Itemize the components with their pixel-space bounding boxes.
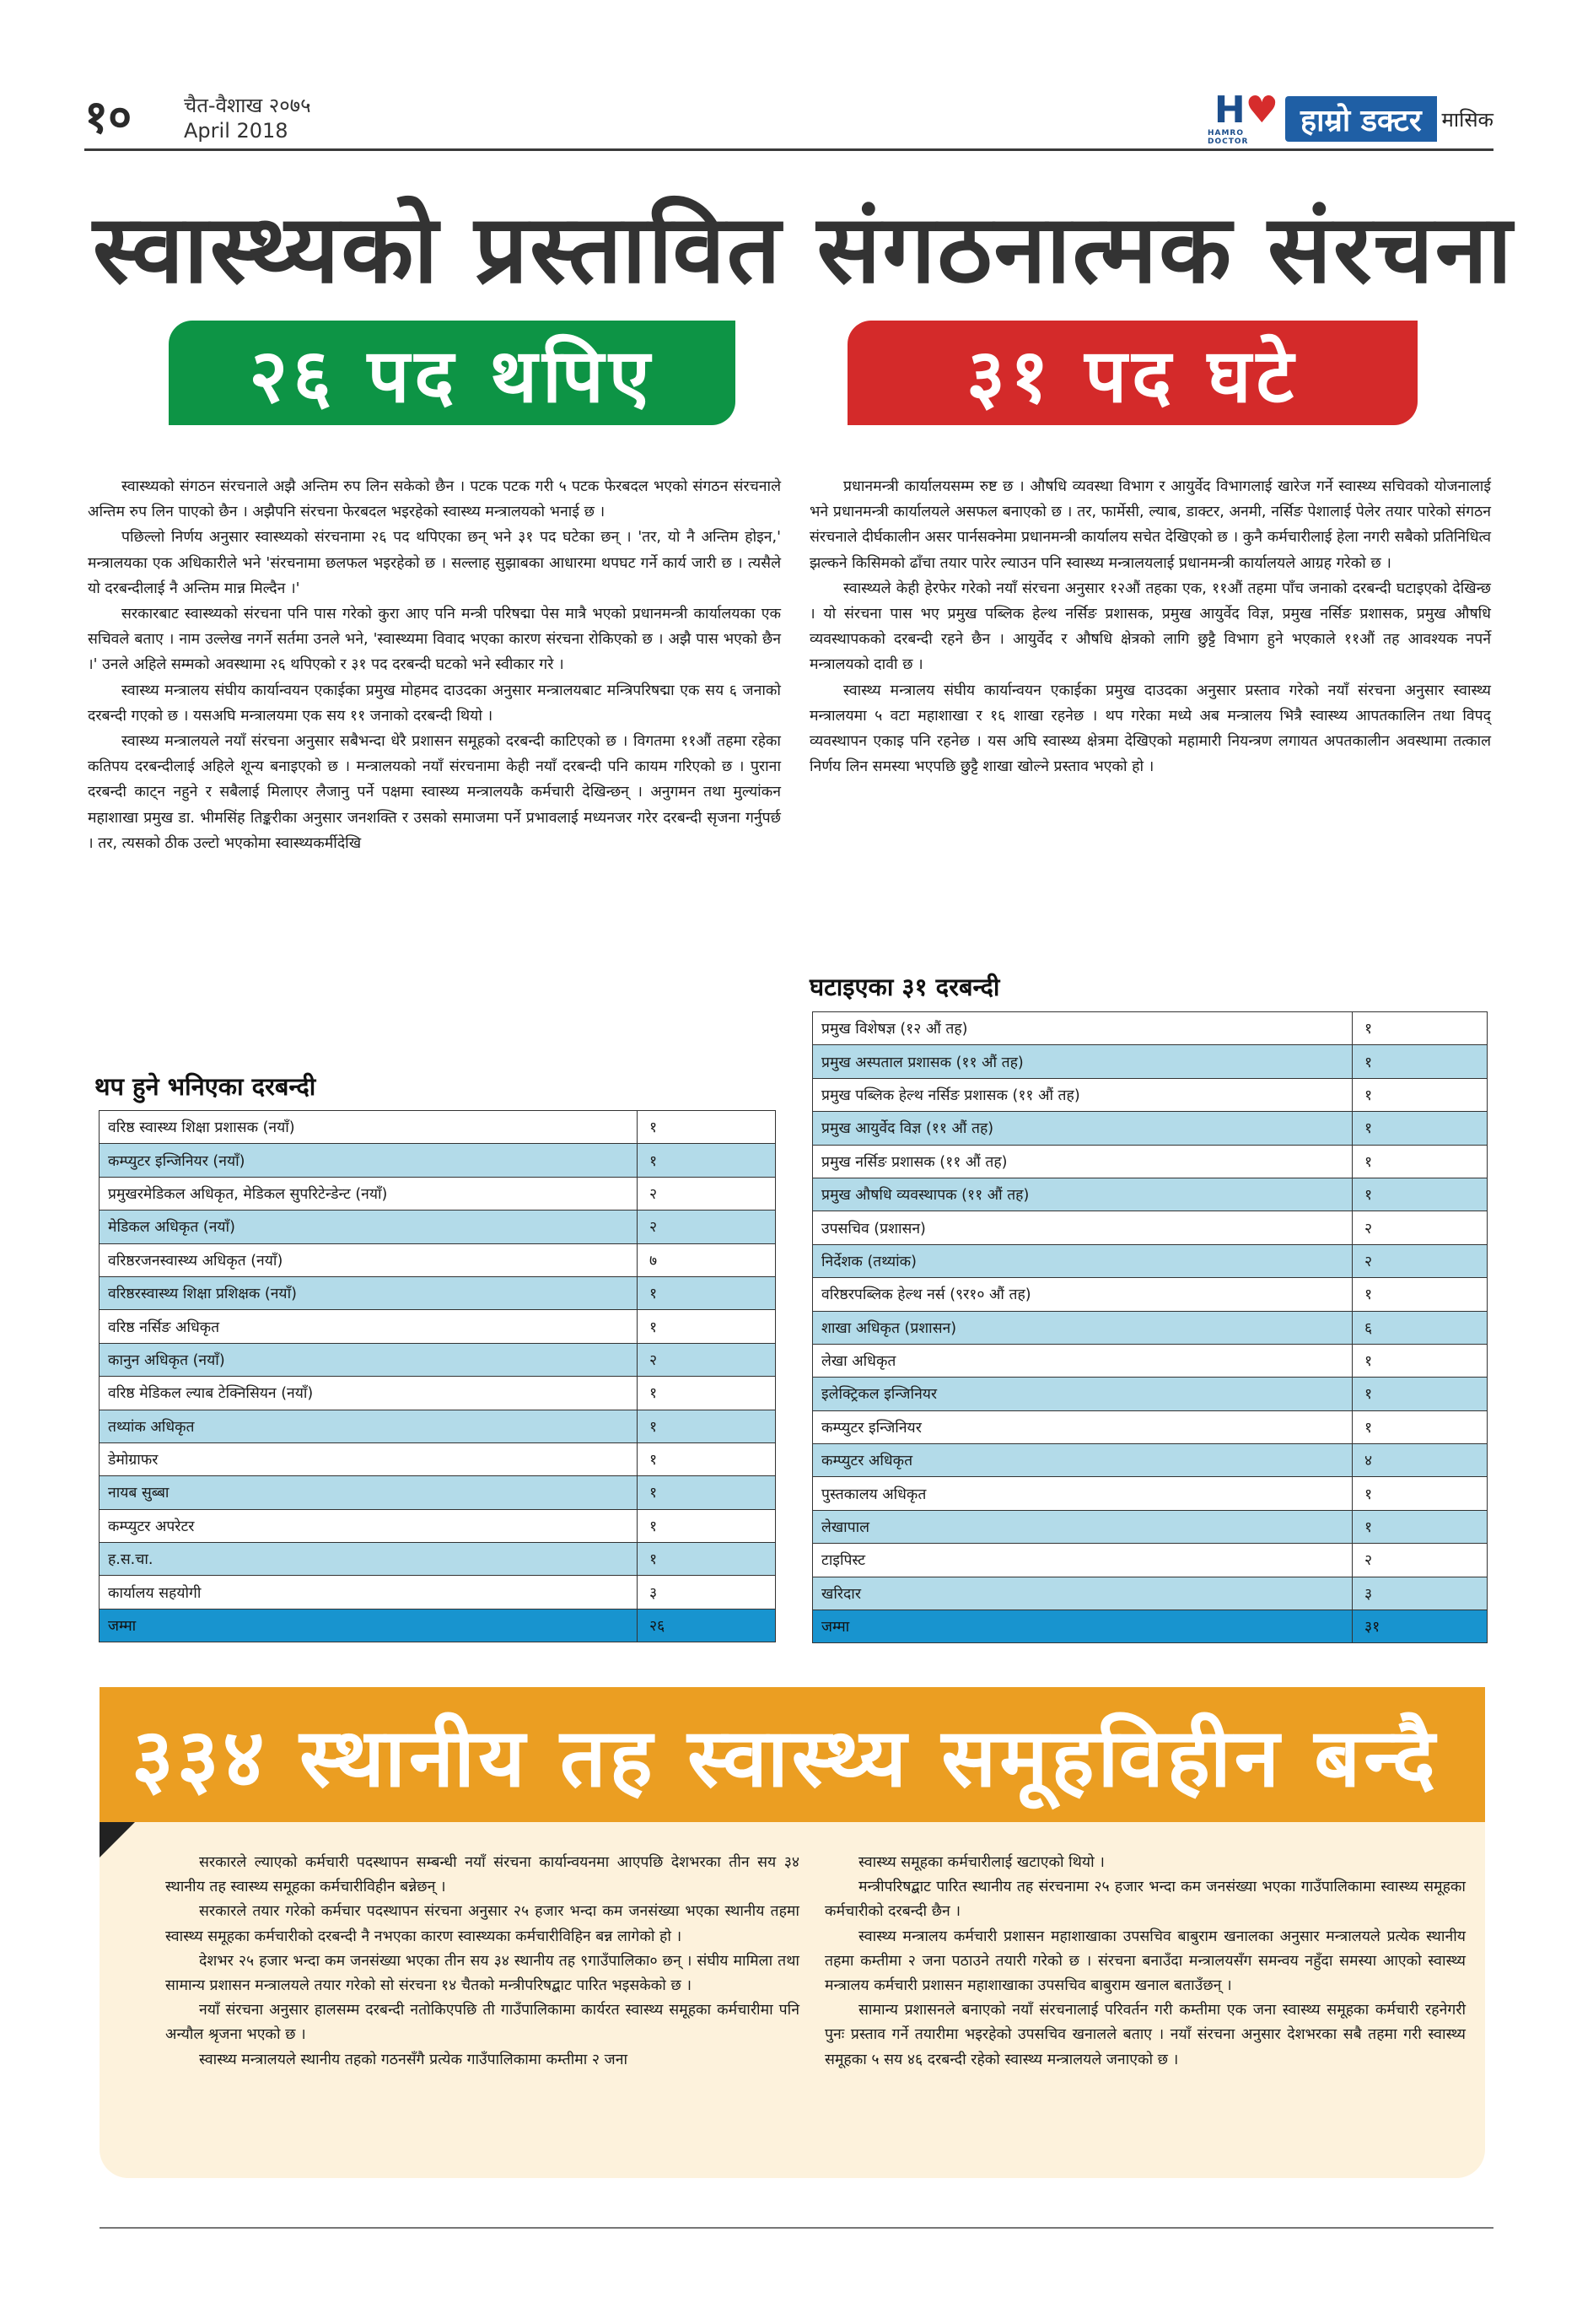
post-count-cell: १ bbox=[638, 1310, 776, 1343]
total-label-cell: जम्मा bbox=[100, 1609, 638, 1642]
post-count-cell: १ bbox=[1353, 1178, 1488, 1211]
issue-date-nepali: चैत-वैशाख २०७५ bbox=[184, 94, 311, 117]
added-posts-table bbox=[99, 1110, 776, 1642]
post-count-cell: १ bbox=[638, 1509, 776, 1542]
post-name-cell: मेडिकल अधिकृत (नयाँ) bbox=[100, 1211, 638, 1243]
post-name-cell: डेमोग्राफर bbox=[100, 1442, 638, 1475]
post-count-cell: १ bbox=[1353, 1012, 1488, 1045]
post-name-cell: पुस्तकालय अधिकृत bbox=[813, 1477, 1353, 1510]
table-row bbox=[100, 1343, 776, 1376]
magazine-logo-icon bbox=[1208, 91, 1285, 147]
post-name-cell: नायब सुब्बा bbox=[100, 1476, 638, 1509]
feature-paragraph: स्वास्थ्य मन्त्रालय कर्मचारी प्रशासन महाशाखाका उपसचिव बाबुराम खनालका अनुसार मन्त्रालयले प्रत्येक स्थानीय तहमा कम्तीमा २ जना पठाउने तयारी गरेको छ । संरचना बनाउँदा मन्त्रालयसँग समन्वय नहुँदा समस्या आएको स्वास्थ्य मन्त्रालय कर्मचारी प्रशासन महाशाखाका उपसचिव बाबुराम खनाल बताउँछन् । bbox=[825, 1928, 1466, 1995]
feature-paragraph: सामान्य प्रशासनले बनाएको नयाँ संरचनालाई परिवर्तन गरी कम्तीमा एक जना स्वास्थ्य समूहका कर्मचारी रहनेगरी पुनः प्रस्ताव गर्ने तयारीमा भइरहेको उपसचिव खनालले बताए । नयाँ संरचना अनुसार देशभरका सबै तहमा गरी स्वास्थ्य समूहका ५ सय ४६ दरबन्दी रहेको स्वास्थ्य मन्त्रालयले जनाएको छ । bbox=[825, 2002, 1466, 2068]
total-value-cell: ३१ bbox=[1353, 1610, 1488, 1643]
magazine-type: मासिक bbox=[1441, 107, 1493, 132]
post-name-cell: ह.स.चा. bbox=[100, 1543, 638, 1576]
footer-rule bbox=[100, 2227, 1493, 2229]
table-row bbox=[813, 1577, 1488, 1610]
page-title: स्वास्थ्यको प्रस्तावित संगठनात्मक संरचना bbox=[93, 195, 1514, 305]
table-row bbox=[100, 1442, 776, 1475]
post-count-cell: १ bbox=[638, 1377, 776, 1410]
post-name-cell: प्रमुख अस्पताल प्रशासक (११ औं तह) bbox=[813, 1045, 1353, 1078]
table-row bbox=[813, 1278, 1488, 1311]
table-row bbox=[813, 1510, 1488, 1543]
post-name-cell: वरिष्ठ स्वास्थ्य शिक्षा प्रशासक (नयाँ) bbox=[100, 1111, 638, 1144]
table-row bbox=[813, 1045, 1488, 1078]
table-row bbox=[100, 1377, 776, 1410]
article-paragraph: स्वास्थ्य मन्त्रालय संघीय कार्यान्वयन एकाईका प्रमुख मोहमद दाउदका अनुसार मन्त्रालयबाट मन्त्रिपरिषद्मा एक सय ६ जनाको दरबन्दी गएको छ । यसअघि मन्त्रालयमा एक सय ११ जनाको दरबन्दी थियो । bbox=[88, 682, 781, 725]
table-row bbox=[813, 1211, 1488, 1244]
feature-paragraph: स्वास्थ्य मन्त्रालयले स्थानीय तहको गठनसँगै प्रत्येक गाउँपालिकामा कम्तीमा २ जना bbox=[199, 2051, 628, 2068]
feature-title: ३३४ स्थानीय तह स्वास्थ्य समूहविहीन बन्दै bbox=[100, 1687, 1485, 1822]
table-row bbox=[813, 1178, 1488, 1211]
post-name-cell: इलेक्ट्रिकल इन्जिनियर bbox=[813, 1378, 1353, 1410]
magazine-name: हाम्रो डक्टर bbox=[1285, 96, 1437, 142]
feature-paragraph: स्वास्थ्य समूहका कर्मचारीलाई खटाएको थियो । bbox=[858, 1854, 1105, 1871]
article-paragraph: प्रधानमन्त्री कार्यालयसम्म रुष्ट छ । औषधि व्यवस्था विभाग र आयुर्वेद विभागलाई खारेज गर्ने स्वास्थ्य सचिवको योजनालाई भने प्रधानमन्त्री कार्यालयले असफल बनाएको छ । तर, फार्मेसी, ल्याब, डाक्टर, अनमी, नर्सिङ पेशालाई पेलेर तयार पारेको संगठन संरचनाले दीर्घकालीन असर पार्नसक्नेमा प्रधानमन्त्री कार्यालय सचेत देखिएको छ । कुनै कर्मचारीलाई हेला नगरी सबैको प्रतिनिधित्व झल्कने किसिमको ढाँचा तयार पारेर ल्याउन पनि स्वास्थ्य मन्त्रालयलाई प्रधानमन्त्री कार्यालयले आग्रह गरेको छ । bbox=[810, 478, 1491, 572]
post-count-cell: १ bbox=[1353, 1510, 1488, 1543]
article-paragraph: सरकारबाट स्वास्थ्यको संरचना पनि पास गरेको कुरा आए पनि मन्त्री परिषद्मा पेस मात्रै भएको प्रधानमन्त्री कार्यालयका एक सचिवले बताए । नाम उल्लेख नगर्ने सर्तमा उनले भने, 'स्वास्थ्यमा विवाद भएका कारण संरचना रोकिएको छ । अझै पास भएको छैन ।' उनले अहिले सम्मको अवस्थामा २६ थपिएको र ३१ पद दरबन्दी घटको भने स्वीकार गरे । bbox=[88, 606, 781, 674]
post-name-cell: प्रमुख आयुर्वेद विज्ञ (११ औं तह) bbox=[813, 1112, 1353, 1145]
post-count-cell: १ bbox=[1353, 1112, 1488, 1145]
post-count-cell: २ bbox=[1353, 1211, 1488, 1244]
feature-column-left bbox=[165, 1851, 799, 2073]
table-row bbox=[813, 1112, 1488, 1145]
feature-paragraph: सरकारले तयार गरेको कर्मचार पदस्थापन संरचना अनुसार २५ हजार भन्दा कम जनसंख्या भएका स्थानीय तहमा स्वास्थ्य समूहका कर्मचारीको दरबन्दी नै नभएका कारण स्वास्थ्यका कर्मचारीविहिन बन्न लागेको हो । bbox=[165, 1903, 799, 1945]
table-row bbox=[100, 1211, 776, 1243]
table-row bbox=[813, 1544, 1488, 1577]
feature-banner-fold bbox=[100, 1822, 135, 1858]
table-row bbox=[813, 1078, 1488, 1111]
table-row bbox=[100, 1243, 776, 1276]
logo-tiny-text: HAMRO DOCTOR bbox=[1207, 129, 1249, 146]
posts-added-banner: २६ पद थपिए bbox=[169, 321, 735, 425]
post-name-cell: लेखापाल bbox=[813, 1510, 1353, 1543]
post-count-cell: २ bbox=[1353, 1244, 1488, 1277]
feature-paragraph: नयाँ संरचना अनुसार हालसम्म दरबन्दी नतोकिएपछि ती गाउँपालिकामा कार्यरत स्वास्थ्य समूहका कर्मचारीमा पनि अन्यौल श्रृजना भएको छ । bbox=[165, 2002, 799, 2044]
post-count-cell: ४ bbox=[1353, 1444, 1488, 1477]
table-row bbox=[100, 1576, 776, 1609]
post-count-cell: १ bbox=[638, 1410, 776, 1442]
feature-paragraph: सरकारले ल्याएको कर्मचारी पदस्थापन सम्बन्धी नयाँ संरचना कार्यान्वयनमा आएपछि देशभरका तीन सय ३४ स्थानीय तह स्वास्थ्य समूहका कर्मचारीविहीन बन्नेछन् । bbox=[165, 1854, 799, 1896]
table-row bbox=[100, 1111, 776, 1144]
post-name-cell: प्रमुख नर्सिङ प्रशासक (११ औं तह) bbox=[813, 1145, 1353, 1178]
post-name-cell: कम्प्युटर इन्जिनियर (नयाँ) bbox=[100, 1144, 638, 1177]
post-name-cell: वरिष्ठरस्वास्थ्य शिक्षा प्रशिक्षक (नयाँ) bbox=[100, 1276, 638, 1309]
post-name-cell: शाखा अधिकृत (प्रशासन) bbox=[813, 1311, 1353, 1344]
table-row bbox=[100, 1310, 776, 1343]
post-name-cell: उपसचिव (प्रशासन) bbox=[813, 1211, 1353, 1244]
post-count-cell: १ bbox=[1353, 1145, 1488, 1178]
table-total-row bbox=[100, 1609, 776, 1642]
post-count-cell: १ bbox=[1353, 1477, 1488, 1510]
page-number: १० bbox=[84, 90, 132, 143]
post-name-cell: टाइपिस्ट bbox=[813, 1544, 1353, 1577]
post-count-cell: १ bbox=[638, 1442, 776, 1475]
table-row bbox=[813, 1311, 1488, 1344]
article-paragraph: पछिल्लो निर्णय अनुसार स्वास्थ्यको संरचनामा २६ पद थपिएका छन् भने ३१ पद घटेका छन् । 'तर, यो नै अन्तिम होइन,' मन्त्रालयका एक अधिकारीले भने 'संरचनामा छलफल भइरहेको छ । सल्लाह सुझाबका आधारमा थपघट गर्ने कार्य जारी छ । त्यसैले यो दरबन्दीलाई नै अन्तिम मान्न मिल्दैन ।' bbox=[88, 529, 781, 597]
feature-column-right bbox=[825, 1851, 1466, 2073]
masthead bbox=[1207, 89, 1493, 146]
article-column-right bbox=[810, 474, 1491, 779]
table-row bbox=[813, 1410, 1488, 1443]
table-row bbox=[813, 1344, 1488, 1377]
table-row bbox=[813, 1244, 1488, 1277]
post-name-cell: वरिष्ठरपब्लिक हेल्थ नर्स (९र१० औं तह) bbox=[813, 1278, 1353, 1311]
table-row bbox=[100, 1144, 776, 1177]
post-count-cell: १ bbox=[638, 1543, 776, 1576]
post-count-cell: २ bbox=[638, 1211, 776, 1243]
post-count-cell: १ bbox=[638, 1144, 776, 1177]
post-name-cell: प्रमुख विशेषज्ञ (१२ औं तह) bbox=[813, 1012, 1353, 1045]
post-count-cell: २ bbox=[638, 1343, 776, 1376]
post-count-cell: ७ bbox=[638, 1243, 776, 1276]
table-row bbox=[813, 1378, 1488, 1410]
post-name-cell: वरिष्ठ नर्सिङ अधिकृत bbox=[100, 1310, 638, 1343]
table-row bbox=[100, 1543, 776, 1576]
post-name-cell: प्रमुखरमेडिकल अधिकृत, मेडिकल सुपरिटेन्डेन्ट (नयाँ) bbox=[100, 1177, 638, 1210]
post-name-cell: कम्प्युटर इन्जिनियर bbox=[813, 1410, 1353, 1443]
post-name-cell: वरिष्ठरजनस्वास्थ्य अधिकृत (नयाँ) bbox=[100, 1243, 638, 1276]
feature-paragraph: मन्त्रीपरिषद्बाट पारित स्थानीय तह संरचनामा २५ हजार भन्दा कम जनसंख्या भएका गाउँपालिकामा स्वास्थ्य समूहका कर्मचारीको दरबन्दी छैन । bbox=[825, 1879, 1466, 1921]
post-name-cell: कानुन अधिकृत (नयाँ) bbox=[100, 1343, 638, 1376]
post-count-cell: १ bbox=[1353, 1045, 1488, 1078]
posts-cut-banner: ३१ पद घटे bbox=[848, 321, 1418, 425]
post-name-cell: खरिदार bbox=[813, 1577, 1353, 1610]
logo-mark: H♥ bbox=[1214, 89, 1279, 132]
table-row bbox=[100, 1509, 776, 1542]
table-row bbox=[100, 1177, 776, 1210]
post-name-cell: प्रमुख औषधि व्यवस्थापक (११ औं तह) bbox=[813, 1178, 1353, 1211]
cut-posts-table-title: घटाइएका ३१ दरबन्दी bbox=[810, 973, 1000, 1001]
post-name-cell: प्रमुख पब्लिक हेल्थ नर्सिङ प्रशासक (११ औं तह) bbox=[813, 1078, 1353, 1111]
post-count-cell: २ bbox=[638, 1177, 776, 1210]
post-count-cell: १ bbox=[1353, 1078, 1488, 1111]
post-count-cell: १ bbox=[1353, 1344, 1488, 1377]
post-count-cell: १ bbox=[1353, 1410, 1488, 1443]
table-row bbox=[100, 1276, 776, 1309]
table-row bbox=[100, 1476, 776, 1509]
added-posts-table-title: थप हुने भनिएका दरबन्दी bbox=[94, 1072, 316, 1101]
post-count-cell: ६ bbox=[1353, 1311, 1488, 1344]
table-row bbox=[100, 1410, 776, 1442]
post-name-cell: कम्प्युटर अधिकृत bbox=[813, 1444, 1353, 1477]
cut-posts-table bbox=[812, 1011, 1488, 1643]
post-name-cell: वरिष्ठ मेडिकल ल्याब टेक्निसियन (नयाँ) bbox=[100, 1377, 638, 1410]
post-name-cell: तथ्यांक अधिकृत bbox=[100, 1410, 638, 1442]
post-count-cell: ३ bbox=[638, 1576, 776, 1609]
total-value-cell: २६ bbox=[638, 1609, 776, 1642]
post-count-cell: ३ bbox=[1353, 1577, 1488, 1610]
header-rule bbox=[84, 148, 1493, 151]
post-count-cell: १ bbox=[638, 1276, 776, 1309]
post-count-cell: २ bbox=[1353, 1544, 1488, 1577]
table-row bbox=[813, 1145, 1488, 1178]
post-count-cell: १ bbox=[638, 1476, 776, 1509]
post-name-cell: निर्देशक (तथ्यांक) bbox=[813, 1244, 1353, 1277]
post-name-cell: कार्यालय सहयोगी bbox=[100, 1576, 638, 1609]
post-count-cell: १ bbox=[1353, 1378, 1488, 1410]
article-column-left bbox=[88, 474, 781, 856]
post-count-cell: १ bbox=[638, 1111, 776, 1144]
issue-date bbox=[184, 93, 311, 143]
article-paragraph: स्वास्थ्यको संगठन संरचनाले अझै अन्तिम रुप लिन सकेको छैन । पटक पटक गरी ५ पटक फेरबदल भएको संगठन संरचनाले अन्तिम रुप लिन पाएको छैन । अझैपनि संरचना फेरबदल भइरहेको स्वास्थ्य मन्त्रालयको भनाई छ । bbox=[88, 478, 781, 521]
article-paragraph: स्वास्थ्य मन्त्रालयले नयाँ संरचना अनुसार सबैभन्दा धेरै प्रशासन समूहको दरबन्दी काटिएको छ । विगतमा ११औं तहमा रहेका कतिपय दरबन्दीलाई अहिले शून्य बनाइएको छ । मन्त्रालयको नयाँ संरचनामा केही नयाँ दरबन्दी पनि कायम गरिएको छ । पुराना दरबन्दी काट्न नहुने र सबैलाई मिलाएर लैजानु पर्ने पक्षमा स्वास्थ्य मन्त्रालयकै कर्मचारी देखिन्छन् । अनुगमन तथा मुल्यांकन महाशाखा प्रमुख डा. भीमसिंह तिङ्करीका अनुसार जनशक्ति र उसको समाजमा पर्ने प्रभावलाई मध्यनजर गरेर दरबन्दी सृजना गर्नुपर्छ । तर, त्यसको ठीक उल्टो भएकोमा स्वास्थ्यकर्मीदेखि bbox=[88, 733, 781, 852]
article-paragraph: स्वास्थ्य मन्त्रालय संघीय कार्यान्वयन एकाईका प्रमुख दाउदका अनुसार प्रस्ताव गरेको नयाँ संरचना अनुसार स्वास्थ्य मन्त्रालयमा ५ वटा महाशाखा र १६ शाखा रहनेछ । थप गरेका मध्ये अब मन्त्रालय भित्रै स्वास्थ्य आपतकालिन तथा विपद् व्यवस्थापन एकाइ पनि रहनेछ । यस अघि स्वास्थ्य क्षेत्रमा देखिएको महामारी नियन्त्रण लगायत अपतकालीन अवस्थामा तत्काल निर्णय लिन समस्या भएपछि छुट्टै शाखा खोल्ने प्रस्ताव भएको हो । bbox=[810, 682, 1491, 776]
post-name-cell: लेखा अधिकृत bbox=[813, 1344, 1353, 1377]
article-paragraph: स्वास्थ्यले केही हेरफेर गरेको नयाँ संरचना अनुसार १२औं तहका एक, ११औं तहमा पाँच जनाको दरबन्दी घटाइएको देखिन्छ । यो संरचना पास भए प्रमुख पब्लिक हेल्थ नर्सिङ प्रशासक, प्रमुख आयुर्वेद विज्ञ, प्रमुख नर्सिङ प्रशासक, प्रमुख औषधि व्यवस्थापकको दरबन्दी रहने छैन । आयुर्वेद र औषधि क्षेत्रको लागि छुट्टै विभाग हुने भएकाले ११औं तह आवश्यक नपर्ने मन्त्रालयको दावी छ । bbox=[810, 580, 1491, 674]
post-name-cell: कम्प्युटर अपरेटर bbox=[100, 1509, 638, 1542]
post-count-cell: १ bbox=[1353, 1278, 1488, 1311]
table-row bbox=[813, 1477, 1488, 1510]
issue-date-english: April 2018 bbox=[184, 119, 288, 143]
feature-paragraph: देशभर २५ हजार भन्दा कम जनसंख्या भएका तीन सय ३४ स्थानीय तह ९गाउँपालिका० छन् । संघीय मामिला तथा सामान्य प्रशासन मन्त्रालयले तयार गरेको सो संरचना १४ चैतको मन्त्रीपरिषद्बाट पारित भइसकेको छ । bbox=[165, 1952, 799, 1995]
table-row bbox=[813, 1012, 1488, 1045]
table-total-row bbox=[813, 1610, 1488, 1643]
total-label-cell: जम्मा bbox=[813, 1610, 1353, 1643]
table-row bbox=[813, 1444, 1488, 1477]
